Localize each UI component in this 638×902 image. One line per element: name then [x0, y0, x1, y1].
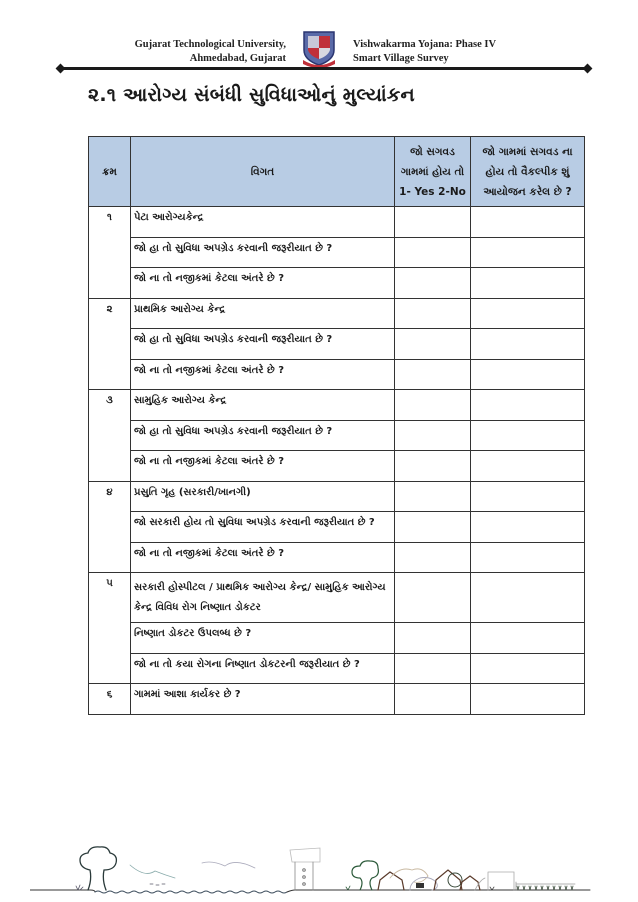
answer-alternative-cell[interactable]: [471, 420, 585, 451]
detail-cell: જો ના તો કયા રોગના નિષ્ણાત ડોકટરની જરૂરીયાત છે ?: [131, 653, 395, 684]
university-name: Gujarat Technological University, Ahmedabad, Gujarat: [134, 39, 286, 64]
answer-available-cell[interactable]: [395, 684, 471, 715]
answer-available-cell[interactable]: [395, 420, 471, 451]
detail-cell: જો ના તો નજીકમાં કેટલા અંતરે છે ?: [131, 542, 395, 573]
detail-cell: પ્રાથમિક આરોગ્ય કેન્દ્ર: [131, 298, 395, 329]
col-header-serial: ક્રમ: [89, 137, 131, 207]
answer-available-cell[interactable]: [395, 390, 471, 421]
table-row: [89, 390, 585, 421]
answer-available-cell[interactable]: [395, 207, 471, 238]
table-row: [89, 512, 585, 543]
detail-cell: ગામમાં આશા કાર્યકર છે ?: [131, 684, 395, 715]
detail-cell: સરકારી હોસ્પીટલ / પ્રાથમિક આરોગ્ય કેન્દ્ર/ સામુહિક આરોગ્ય કેન્દ્ર વિવિધ રોગ નિષ્ણાત ડોકટર: [131, 573, 395, 623]
answer-alternative-cell[interactable]: [471, 329, 585, 360]
serial-cell: ૩: [89, 390, 131, 482]
table-row: [89, 359, 585, 390]
table-row: [89, 268, 585, 299]
answer-alternative-cell[interactable]: [471, 512, 585, 543]
answer-available-cell[interactable]: [395, 573, 471, 623]
serial-cell: ૬: [89, 684, 131, 715]
answer-available-cell[interactable]: [395, 359, 471, 390]
table-row: [89, 237, 585, 268]
answer-alternative-cell[interactable]: [471, 481, 585, 512]
detail-cell: પ્રસુતિ ગૃહ (સરકારી/ખાનગી): [131, 481, 395, 512]
detail-cell: સામુહિક આરોગ્ય કેન્દ્ર: [131, 390, 395, 421]
table-row: [89, 542, 585, 573]
answer-alternative-cell[interactable]: [471, 451, 585, 482]
answer-available-cell[interactable]: [395, 623, 471, 654]
table-row: [89, 329, 585, 360]
detail-cell: જો સરકારી હોય તો સુવિધા અપગ્રેડ કરવાની જરૂરીયાત છે ?: [131, 512, 395, 543]
project-name: Vishwakarma Yojana: Phase IV Smart Village Survey: [353, 39, 497, 64]
serial-cell: ૨: [89, 298, 131, 390]
answer-alternative-cell[interactable]: [471, 623, 585, 654]
answer-alternative-cell[interactable]: [471, 573, 585, 623]
village-landscape-illustration-icon: [30, 820, 610, 895]
table-row: [89, 481, 585, 512]
answer-available-cell[interactable]: [395, 481, 471, 512]
gtu-crest-logo-icon: [300, 28, 338, 68]
table-row: [89, 653, 585, 684]
answer-available-cell[interactable]: [395, 298, 471, 329]
answer-alternative-cell[interactable]: [471, 268, 585, 299]
answer-alternative-cell[interactable]: [471, 359, 585, 390]
page-header: [0, 0, 638, 76]
col-header-detail: વિગત: [131, 137, 395, 207]
answer-available-cell[interactable]: [395, 451, 471, 482]
table-row: [89, 207, 585, 238]
answer-available-cell[interactable]: [395, 512, 471, 543]
table-row: [89, 623, 585, 654]
table-row: [89, 298, 585, 329]
col-header-available: જો સગવડ ગામમાં હોય તો 1- Yes 2-No: [395, 137, 471, 207]
detail-cell: જો હા તો સુવિધા અપગ્રેડ કરવાની જરૂરીયાત છે ?: [131, 420, 395, 451]
detail-cell: નિષ્ણાત ડોકટર ઉપલબ્ધ છે ?: [131, 623, 395, 654]
detail-cell: જો હા તો સુવિધા અપગ્રેડ કરવાની જરૂરીયાત છે ?: [131, 237, 395, 268]
answer-alternative-cell[interactable]: [471, 237, 585, 268]
answer-available-cell[interactable]: [395, 329, 471, 360]
page-title: ૨.૧ આરોગ્ય સંબંધી સુવિધાઓનું મુલ્યાંકન: [88, 84, 415, 106]
answer-alternative-cell[interactable]: [471, 298, 585, 329]
col-header-alternative: જો ગામમાં સગવડ ના હોય તો વૈકલ્પીક શું આયોજન કરેલ છે ?: [471, 137, 585, 207]
detail-cell: જો ના તો નજીકમાં કેટલા અંતરે છે ?: [131, 268, 395, 299]
answer-alternative-cell[interactable]: [471, 653, 585, 684]
serial-cell: ૧: [89, 207, 131, 299]
table-row: [89, 684, 585, 715]
answer-alternative-cell[interactable]: [471, 542, 585, 573]
answer-available-cell[interactable]: [395, 653, 471, 684]
table-row: [89, 573, 585, 623]
header-divider: [60, 67, 588, 70]
divider-endpoint-icon: [56, 64, 66, 74]
health-facilities-table: [88, 136, 585, 715]
answer-available-cell[interactable]: [395, 268, 471, 299]
answer-alternative-cell[interactable]: [471, 684, 585, 715]
divider-endpoint-icon: [583, 64, 593, 74]
answer-alternative-cell[interactable]: [471, 207, 585, 238]
detail-cell: પેટા આરોગ્યકેન્દ્ર: [131, 207, 395, 238]
answer-alternative-cell[interactable]: [471, 390, 585, 421]
table-header-row: [89, 137, 585, 207]
detail-cell: જો ના તો નજીકમાં કેટલા અંતરે છે ?: [131, 451, 395, 482]
detail-cell: જો હા તો સુવિધા અપગ્રેડ કરવાની જરૂરીયાત છે ?: [131, 329, 395, 360]
serial-cell: ૪: [89, 481, 131, 573]
table-row: [89, 420, 585, 451]
answer-available-cell[interactable]: [395, 237, 471, 268]
table-row: [89, 451, 585, 482]
detail-cell: જો ના તો નજીકમાં કેટલા અંતરે છે ?: [131, 359, 395, 390]
serial-cell: ૫: [89, 573, 131, 684]
answer-available-cell[interactable]: [395, 542, 471, 573]
